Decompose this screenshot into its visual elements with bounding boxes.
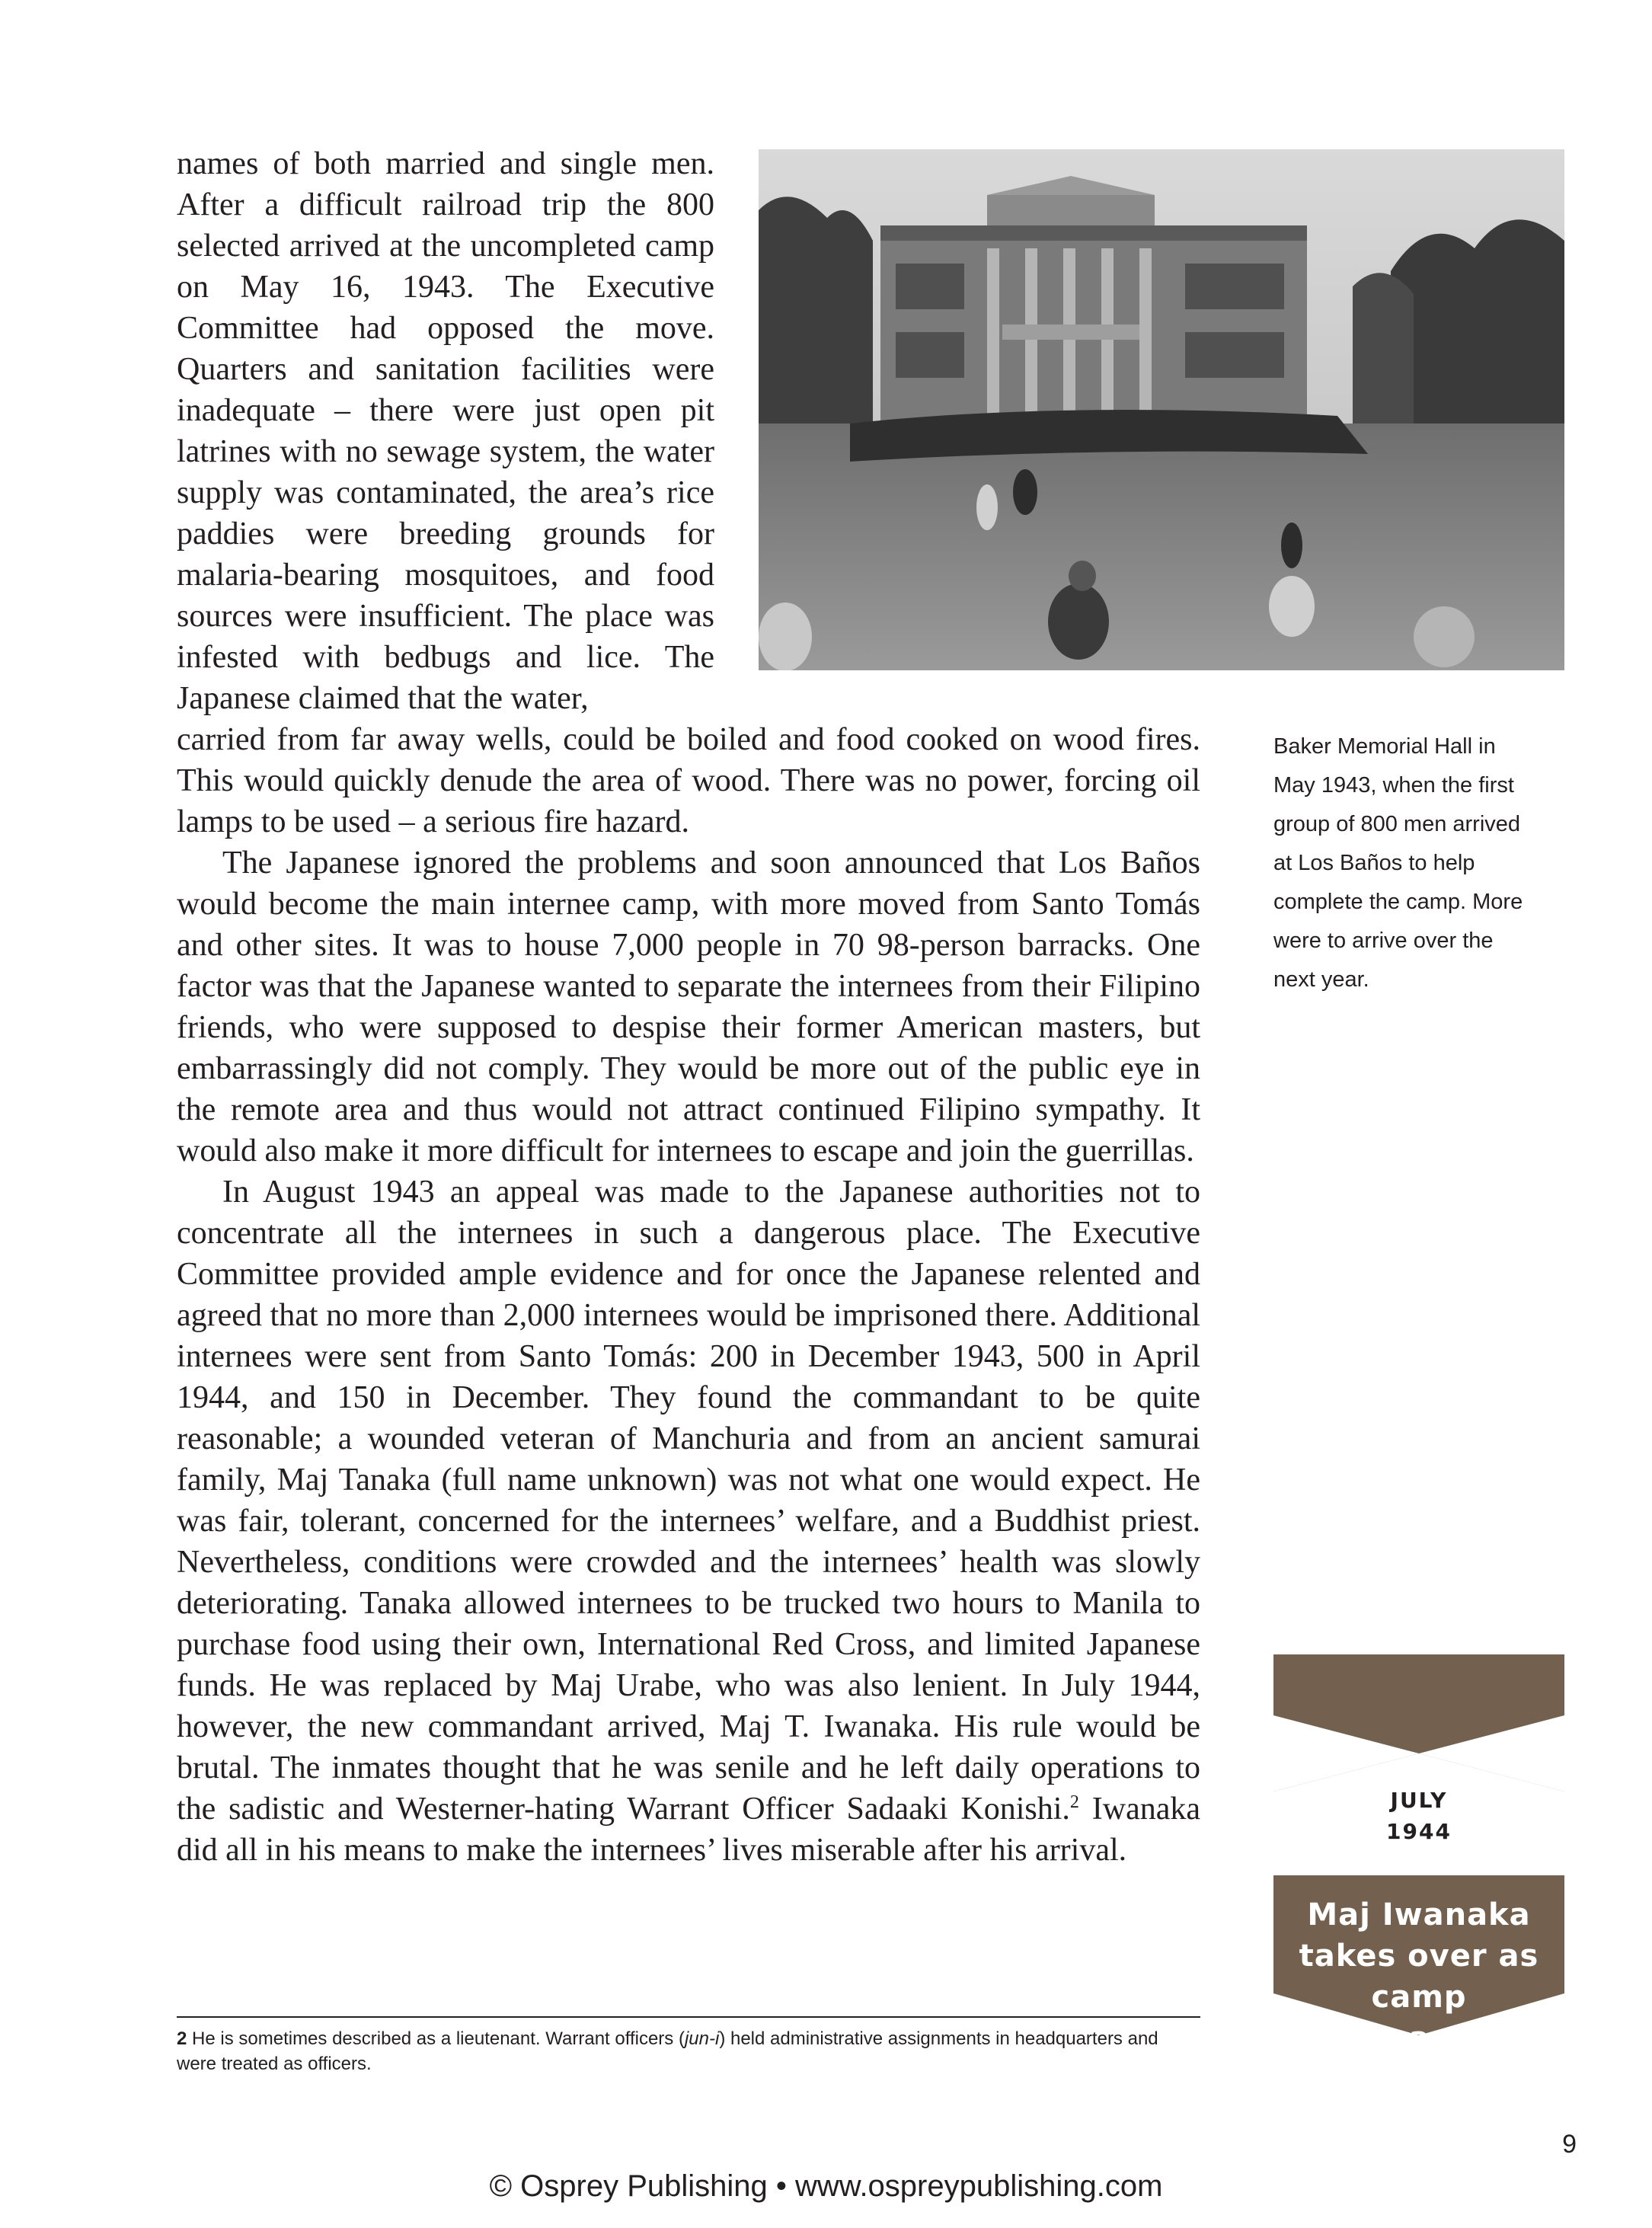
footnote [177,2026,1200,2076]
main-text-column [177,719,1200,1871]
footnote-text-after: ) held administrative assignments in headquarters and were treated as officers. [177,2028,1158,2074]
paragraph-3-end: Iwanaka did all in his means to make the internees’ lives miserable after his arrival. [177,1792,1200,1868]
timeline-marker [1273,1654,1564,2056]
baker-memorial-hall-photo [759,149,1564,670]
footnote-reference: 2 [1069,1792,1079,1812]
timeline-month: JULY [1390,1788,1448,1813]
page-number: 9 [1562,2130,1577,2159]
footnote-divider [177,2016,1200,2018]
footnote-number: 2 [177,2028,187,2049]
footnote-italic-term: jun-i [684,2028,720,2049]
paragraph-2: The Japanese ignored the problems and soon announced that Los Baños would become the main internee camp, with more moved from Santo Tomás and other sites. It was to house 7,000 people in 70 98-person barracks. One factor was that the Japanese wanted to separate the internees from their Filipino friends, who were supposed to despise their former American masters, but embarrassingly did not comply. They would be more out of the public eye in the remote area and thus would not attract continued Filipino sympathy. It would also make it more difficult for internees to escape and join the guerrillas. [177,845,1200,1168]
timeline-year: 1944 [1386,1819,1452,1844]
intro-paragraph: names of both married and single men. After a difficult railroad trip the 800 selected arrived at the uncompleted camp on May 16, 1943. The Executive Committee had opposed the move. Quarters and sanitation facilities were inadequate – there were just open pit latrines with no sewage system, the water supply was contaminated, the area’s rice paddies were breeding grounds for malaria-bearing mosquitoes, and food sources were insufficient. The place was infested with bedbugs and lice. The Japanese claimed that the water, [177,146,714,716]
photo-caption: Baker Memorial Hall in May 1943, when the first group of 800 men arrived at Los Baños to help complete the camp. More were to arrive over the next year. [1273,734,1523,992]
paragraph-3 [177,1172,1200,1871]
timeline-event: Maj Iwanaka takes over as camp commandant [1299,1897,1539,2056]
footnote-text-before: He is sometimes described as a lieutenant. Warrant officers ( [187,2028,685,2049]
paragraph-3-text: In August 1943 an appeal was made to the Japanese authorities not to concentrate all the internees in such a dangerous place. The Executive Committee provided ample evidence and for once the Japanese relented and agreed that no more than 2,000 internees would be imprisoned there. Additional internees were sent from Santo Tomás: 200 in December 1943, 500 in April 1944, and 150 in December. They found the commandant to be quite reasonable; a wounded veteran of Manchuria and from an ancient samurai family, Maj Tanaka (full name unknown) was not what one would expect. He was fair, tolerant, concerned for the internees’ welfare, and a Buddhist priest. Nevertheless, conditions were crowded and the internees’ health was slowly deteriorating. Tanaka allowed internees to be trucked two hours to Manila to purchase food using their own, International Red Cross, and limited Japanese funds. He was replaced by Maj Urabe, who was also lenient. In July 1944, however, the new commandant arrived, Maj T. Iwanaka. His rule would be brutal. The inmates thought that he was senile and he left daily operations to the sadistic and Westerner-hating Warrant Officer Sadaaki Konishi. [177,1175,1200,1827]
intro-continuation: carried from far away wells, could be boiled and food cooked on wood fires. This would quickly denude the area of wood. There was no power, forcing oil lamps to be used – a serious fire hazard. [177,722,1200,839]
footer-credit: © Osprey Publishing • www.ospreypublishing.com [489,2169,1163,2203]
